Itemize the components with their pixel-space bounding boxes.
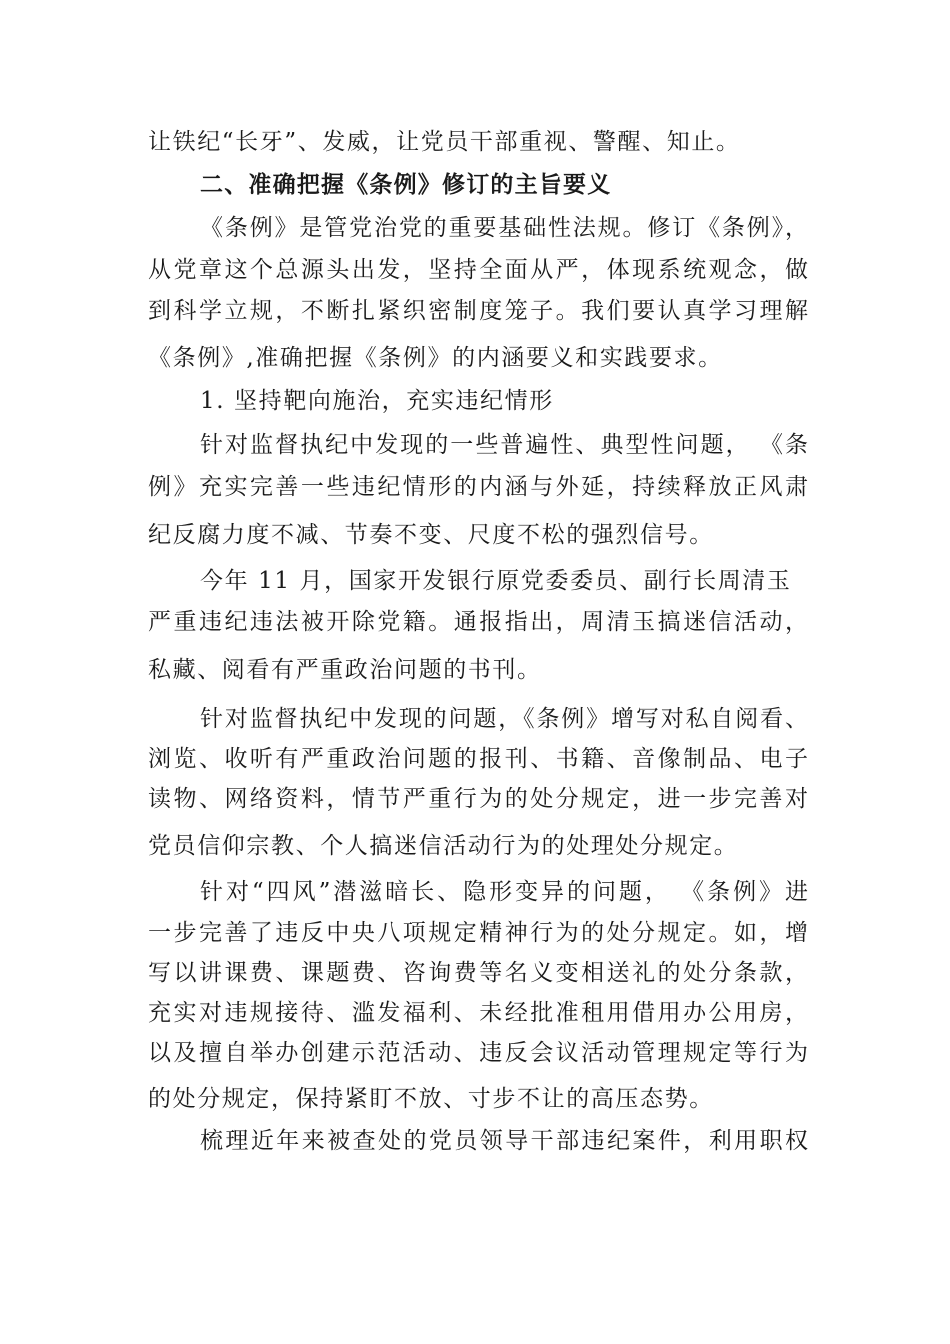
section-heading: 二、准确把握《条例》修订的主旨要义 (200, 172, 612, 198)
paragraph-line: 私藏、阅看有严重政治问题的书刊。 (148, 657, 542, 683)
paragraph-line: 纪反腐力度不减、节奏不变、尺度不松的强烈信号。 (148, 522, 714, 548)
paragraph-line: 严重违纪违法被开除党籍。通报指出，周清玉搞迷信活动， (148, 609, 808, 635)
paragraph-line: 浏览、收听有严重政治问题的报刊、书籍、音像制品、电子 (148, 746, 808, 772)
paragraph-line: 例》充实完善一些违纪情形的内涵与外延，持续释放正风肃 (148, 474, 808, 500)
paragraph-line: 从党章这个总源头出发，坚持全面从严，体现系统观念，做 (148, 257, 808, 283)
paragraph-line: 针对监督执纪中发现的问题，《条例》增写对私自阅看、 (200, 706, 808, 732)
paragraph-line: 到科学立规，不断扎紧织密制度笼子。我们要认真学习理解 (148, 298, 808, 324)
paragraph-line: 一步完善了违反中央八项规定精神行为的处分规定。如，增 (148, 920, 808, 946)
subsection-heading: 1. 坚持靶向施治，充实违纪情形 (200, 388, 554, 414)
paragraph-line: 写以讲课费、课题费、咨询费等名义变相送礼的处分条款， (148, 960, 808, 986)
paragraph-line: 让铁纪“长牙”、发威，让党员干部重视、警醒、知止。 (148, 129, 741, 155)
paragraph-line: 充实对违规接待、滥发福利、未经批准租用借用办公用房， (148, 1000, 808, 1026)
paragraph-line: 读物、网络资料，情节严重行为的处分规定，进一步完善对 (148, 786, 808, 812)
paragraph-line: 针对监督执纪中发现的一些普遍性、典型性问题， 《条 (200, 432, 808, 458)
paragraph-line: 《条例》,准确把握《条例》的内涵要义和实践要求。 (148, 345, 723, 371)
paragraph-line: 以及擅自举办创建示范活动、违反会议活动管理规定等行为 (148, 1040, 808, 1066)
paragraph-line: 针对“四风”潜滋暗长、隐形变异的问题， 《条例》进 (200, 879, 808, 905)
paragraph-line: 梳理近年来被查处的党员领导干部违纪案件，利用职权 (200, 1128, 808, 1154)
paragraph-line: 党员信仰宗教、个人搞迷信活动行为的处理处分规定。 (148, 833, 739, 859)
paragraph-line: 的处分规定，保持紧盯不放、寸步不让的高压态势。 (148, 1086, 714, 1112)
paragraph-line: 《条例》是管党治党的重要基础性法规。修订《条例》， (200, 215, 808, 241)
paragraph-line: 今年 11 月，国家开发银行原党委委员、副行长周清玉 (200, 568, 792, 594)
